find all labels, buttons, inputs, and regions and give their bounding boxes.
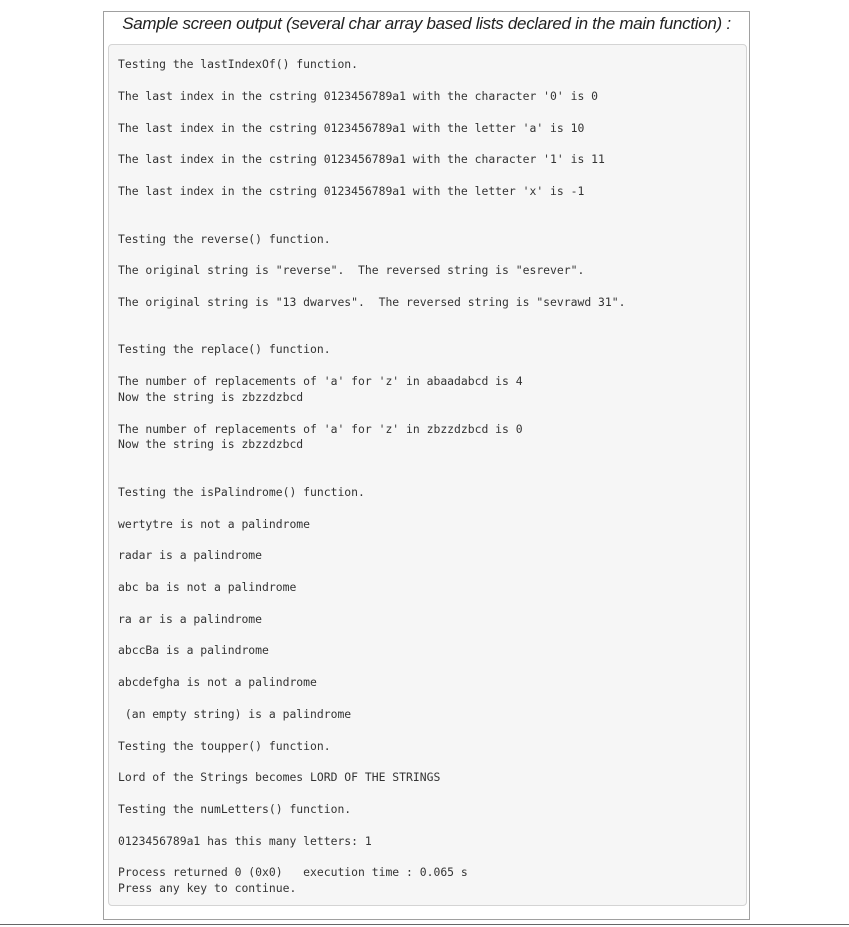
console-line: Testing the lastIndexOf() function. — [118, 57, 359, 71]
console-line: ra ar is a palindrome — [118, 612, 263, 626]
console-line: The original string is "13 dwarves". The reversed string is "sevrawd 31". — [118, 295, 626, 309]
console-line: abc ba is not a palindrome — [118, 580, 297, 594]
console-line: Now the string is zbzzdzbcd — [118, 390, 304, 404]
console-line: Testing the toupper() function. — [118, 739, 331, 753]
bottom-divider — [0, 924, 849, 925]
console-line: wertytre is not a palindrome — [118, 517, 311, 531]
console-line: abcdefgha is not a palindrome — [118, 675, 317, 689]
console-line: Testing the reverse() function. — [118, 232, 331, 246]
console-line: The original string is "reverse". The reversed string is "esrever". — [118, 263, 585, 277]
console-line: Lord of the Strings becomes LORD OF THE STRINGS — [118, 770, 441, 784]
console-line: Testing the isPalindrome() function. — [118, 485, 365, 499]
console-line: The last index in the cstring 0123456789a1 with the character '1' is 11 — [118, 152, 605, 166]
console-line: Process returned 0 (0x0) execution time : 0.065 s — [118, 865, 468, 879]
console-line: 0123456789a1 has this many letters: 1 — [118, 834, 372, 848]
console-line: (an empty string) is a palindrome — [118, 707, 352, 721]
console-line: Testing the numLetters() function. — [118, 802, 352, 816]
console-line: The last index in the cstring 0123456789a1 with the character '0' is 0 — [118, 89, 599, 103]
console-line: The last index in the cstring 0123456789a1 with the letter 'a' is 10 — [118, 121, 585, 135]
console-line: Testing the replace() function. — [118, 342, 331, 356]
console-line: The last index in the cstring 0123456789a1 with the letter 'x' is -1 — [118, 184, 585, 198]
console-line: abccBa is a palindrome — [118, 643, 269, 657]
console-line: radar is a palindrome — [118, 548, 263, 562]
console-line: Press any key to continue. — [118, 881, 297, 895]
console-line: The number of replacements of 'a' for 'z' in zbzzdzbcd is 0 — [118, 422, 523, 436]
console-output-panel — [108, 44, 747, 906]
sample-output-frame — [103, 11, 750, 920]
console-line: Now the string is zbzzdzbcd — [118, 437, 304, 451]
caption-title: Sample screen output (several char array based lists declared in the main function) : — [122, 14, 731, 33]
console-line: The number of replacements of 'a' for 'z' in abaadabcd is 4 — [118, 374, 523, 388]
